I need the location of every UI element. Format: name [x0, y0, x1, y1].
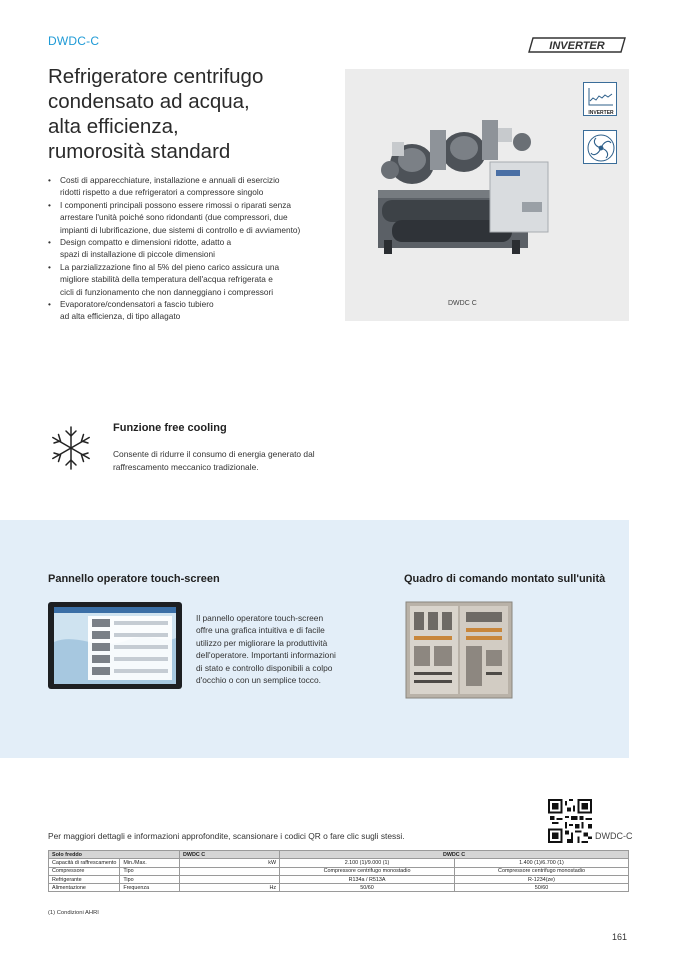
free-cooling-title: Funzione free cooling — [113, 422, 227, 434]
control-panel-title: Quadro di comando montato sull'unità — [404, 573, 606, 585]
page-number: 161 — [612, 932, 628, 942]
feature-item: • Design compatto e dimensioni ridotte, adatto a spazi di installazione di piccole dimensioni — [48, 236, 338, 261]
model-code-header: DWDC-C — [48, 34, 100, 48]
control-cabinet-image — [404, 600, 514, 700]
fan-badge — [583, 130, 617, 164]
chiller-product-image — [372, 112, 562, 262]
footnote: (1) Condizioni AHRI — [48, 910, 99, 916]
inverter-logo — [525, 36, 629, 54]
inverter-badge-label: INVERTER — [588, 110, 614, 116]
spec-header-cell: DWDC C — [179, 851, 279, 859]
fan-icon — [584, 131, 618, 165]
free-cooling-text: Consente di ridurre il consumo di energia generato dal raffrescamento meccanico tradizionale. — [113, 449, 315, 472]
table-row: Alimentazione Frequenza Hz 50/60 50/60 — [49, 884, 629, 892]
touchscreen-image — [48, 602, 182, 689]
inverter-graph-icon — [584, 83, 618, 117]
feature-list — [48, 174, 338, 323]
qr-code-label[interactable]: DWDC-C — [595, 831, 633, 841]
title-line: alta efficienza, — [48, 115, 179, 138]
spec-table-header — [49, 851, 629, 859]
feature-item: • Evaporatore/condensatori a fascio tubiero ad alta efficienza, di tipo allagato — [48, 298, 338, 323]
touch-panel-title: Pannello operatore touch-screen — [48, 573, 220, 585]
spec-header-cell: Solo freddo — [49, 851, 180, 859]
page-title — [48, 64, 338, 164]
product-image-caption: DWDC C — [448, 300, 477, 307]
inverter-badge — [583, 82, 617, 116]
title-line: Refrigeratore centrifugo — [48, 65, 264, 88]
spec-table — [48, 850, 629, 892]
snowflake-icon — [48, 424, 94, 472]
table-row: Refrigerante Tipo R134a / R513A R-1234(ze) — [49, 875, 629, 883]
feature-item: • I componenti principali possono essere rimossi o riparati senza arrestare l'unità poiché sono ridondanti (due compressori, due impianti di lubrificazione, due sistemi di controllo e di avviamento) — [48, 199, 338, 236]
title-line: rumorosità standard — [48, 140, 231, 163]
feature-item: • La parzializzazione fino al 5% del pieno carico assicura una migliore stabilità della temperatura dell'acqua refrigerata e cicli di funzionamento che non danneggiano i compressori — [48, 261, 338, 298]
qr-instructions: Per maggiori dettagli e informazioni approfondite, scansionare i codici QR o fare clic sugli stessi. — [48, 831, 405, 841]
table-row: Capacità di raffrescamento Min./Max. kW 2.100 (1)/9.000 (1) 1.400 (1)/6.700 (1) — [49, 859, 629, 867]
inverter-logo-text: INVERTER — [549, 40, 605, 52]
feature-item: • Costi di apparecchiature, installazione e annuali di esercizio ridotti rispetto a due refrigeratori a compressore singolo — [48, 174, 338, 199]
table-row: Compressore Tipo Compressore centrifugo monostadio Compressore centrifugo monostadio — [49, 867, 629, 875]
qr-code-icon[interactable] — [548, 799, 592, 843]
title-line: condensato ad acqua, — [48, 90, 250, 113]
touch-panel-text: Il pannello operatore touch-screen offre una grafica intuitiva e di facile utilizzo per migliorare la produttività dell'operatore. Importanti informazioni di stato e controllo disponibili a colpo d'occhio o con un semplice tocco. — [196, 613, 336, 686]
spec-header-cell: DWDC C — [280, 851, 629, 859]
